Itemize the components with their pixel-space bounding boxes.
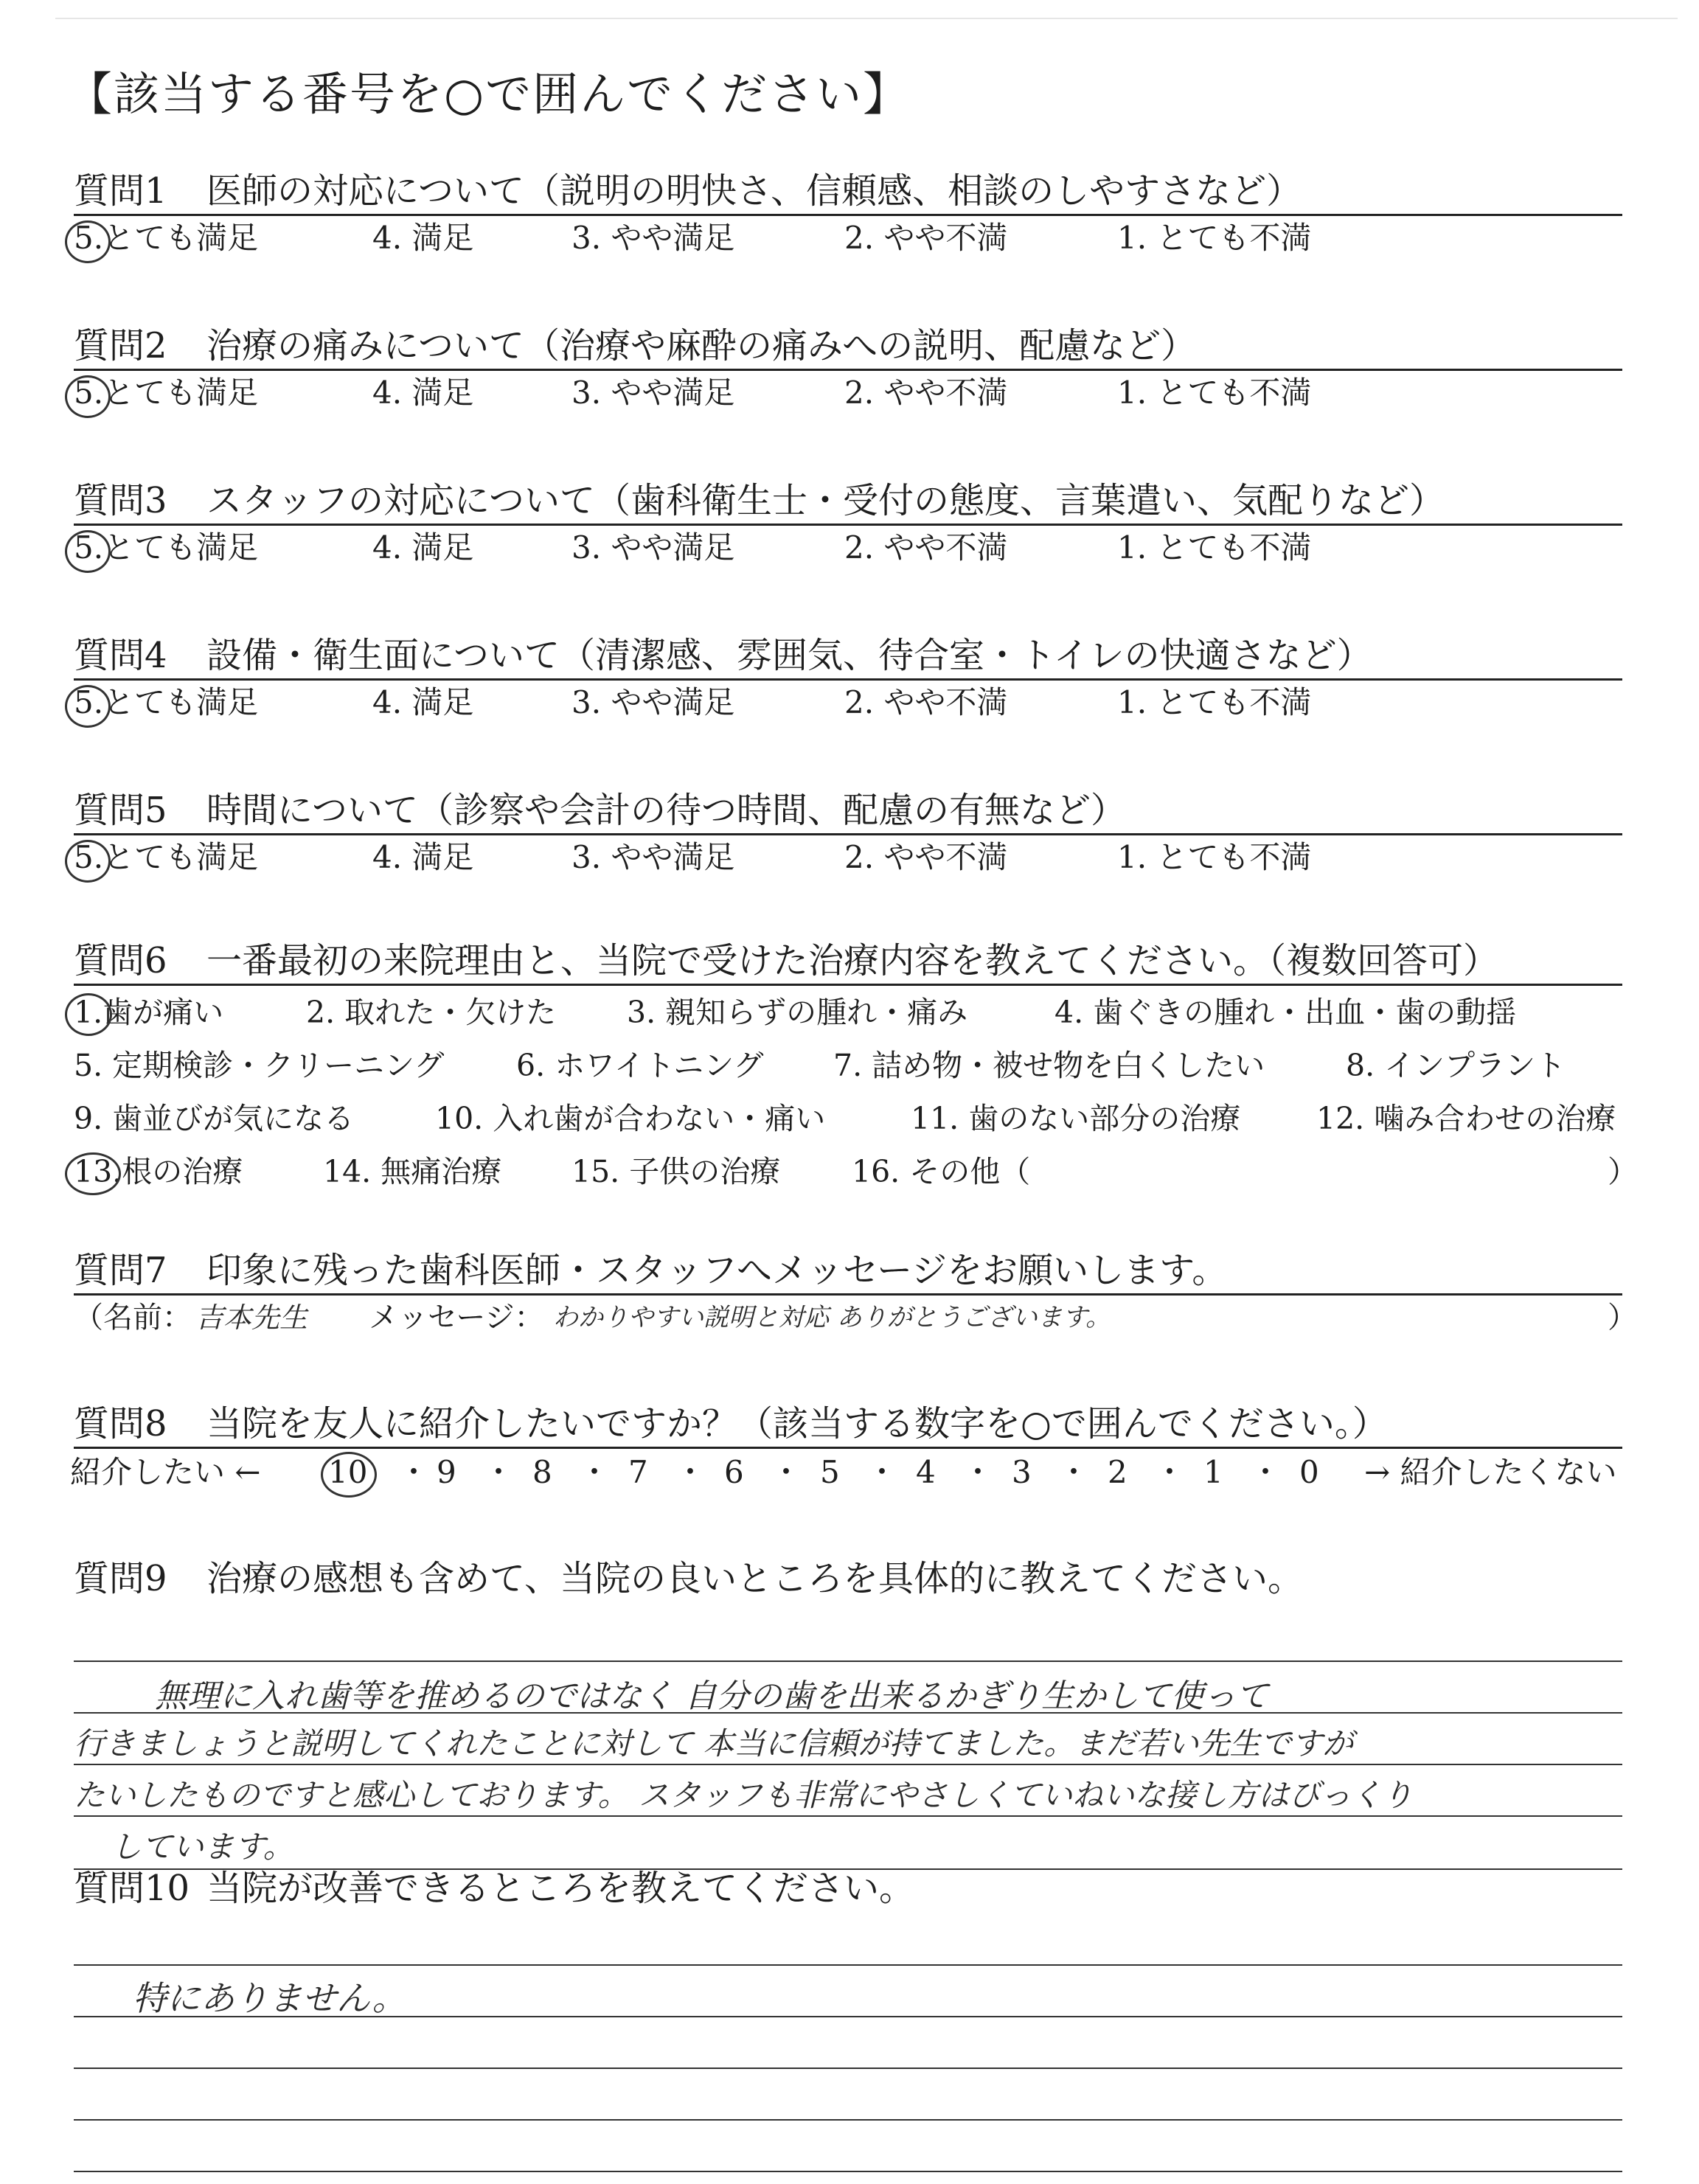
- question-text: 一番最初の来院理由と、当院で受けた治療内容を教えてください。（複数回答可）: [206, 940, 1499, 981]
- question-text: 医師の対応について（説明の明快さ、信頼感、相談のしやすさなど）: [206, 170, 1302, 212]
- option-10[interactable]: 10. 入れ歯が合わない・痛い: [435, 1101, 826, 1136]
- scale-dot: ・: [675, 1454, 706, 1490]
- scale-dot: ・: [1058, 1454, 1090, 1490]
- question-10: [74, 1865, 1622, 2184]
- recommend-scale: [70, 1449, 1622, 1496]
- question-3: [74, 478, 1622, 570]
- option-5-selected[interactable]: 5.とても満足: [74, 371, 258, 415]
- page-title: 【該当する番号を○で囲んでください】: [66, 67, 911, 121]
- question-text: 時間について（診察や会計の待つ時間、配慮の有無など）: [206, 790, 1127, 831]
- option-4[interactable]: 4. 歯ぐきの腫れ・出血・歯の動揺: [1055, 995, 1517, 1030]
- option-4[interactable]: 4. 満足: [372, 529, 474, 566]
- reason-options: [74, 986, 1638, 1198]
- option-4[interactable]: 4. 満足: [372, 220, 474, 256]
- option-2[interactable]: 2. やや不満: [844, 375, 1008, 411]
- option-4[interactable]: 4. 満足: [372, 375, 474, 411]
- scale-left-label: 紹介したい ←: [70, 1454, 261, 1490]
- rating-options: [74, 526, 1622, 570]
- option-2[interactable]: 2. やや不満: [844, 839, 1008, 875]
- option-16-close-paren: ）: [1608, 1154, 1638, 1189]
- option-3[interactable]: 3. 親知らずの腫れ・痛み: [627, 995, 968, 1030]
- option-16[interactable]: 16. その他（: [852, 1154, 1031, 1189]
- scale-2[interactable]: 2: [1108, 1454, 1128, 1490]
- option-1[interactable]: 1. とても不満: [1117, 220, 1312, 256]
- answer-line-2: 行きましょうと説明してくれたことに対して 本当に信頼が持てました。まだ若い先生ですが: [74, 1725, 1354, 1762]
- question-number: 質問3: [74, 480, 167, 521]
- ruled-line: [74, 2119, 1622, 2121]
- answer-line-1: 特にありません。: [133, 1978, 406, 2018]
- question-text: 設備・衛生面について（清潔感、雰囲気、待合室・トイレの快適さなど）: [206, 635, 1372, 676]
- question-4: [74, 633, 1622, 725]
- question-text: 治療の痛みについて（治療や麻酔の痛みへの説明、配慮など）: [206, 325, 1197, 366]
- question-text: 印象に残った歯科医師・スタッフへメッセージをお願いします。: [206, 1250, 1228, 1291]
- answer-line-4: しています。: [111, 1829, 294, 1865]
- question-5: [74, 787, 1622, 880]
- scale-dot: ・: [1154, 1454, 1186, 1490]
- question-2: [74, 323, 1622, 415]
- scale-right-label: → 紹介したくない: [1364, 1454, 1617, 1490]
- ruled-line: [74, 1964, 1622, 1966]
- option-5[interactable]: 5. 定期検診・クリーニング: [74, 1048, 445, 1083]
- question-number: 質問4: [74, 635, 167, 676]
- scale-dot: ・: [962, 1454, 994, 1490]
- option-1-selected[interactable]: 1.歯が痛い: [74, 986, 223, 1039]
- question-text: 当院が改善できるところを教えてください。: [206, 1868, 915, 1909]
- scale-0[interactable]: 0: [1299, 1454, 1319, 1490]
- scale-dot: ・: [771, 1454, 802, 1490]
- option-4[interactable]: 4. 満足: [372, 684, 474, 720]
- question-text: スタッフの対応について（歯科衛生士・受付の態度、言葉遣い、気配りなど）: [206, 480, 1445, 521]
- option-13-selected[interactable]: 13.根の治療: [74, 1145, 243, 1198]
- scale-4[interactable]: 4: [916, 1454, 936, 1490]
- option-1[interactable]: 1. とても不満: [1117, 529, 1312, 566]
- message-label: メッセージ：: [369, 1301, 544, 1335]
- scale-dot: ・: [483, 1454, 515, 1490]
- ruled-line: [74, 2068, 1622, 2069]
- question-text: 当院を友人に紹介したいですか？（該当する数字を○で囲んでください。）: [206, 1403, 1388, 1444]
- scale-7[interactable]: 7: [628, 1454, 648, 1490]
- question-number: 質問9: [74, 1558, 167, 1599]
- question-7: [74, 1248, 1637, 1340]
- name-value[interactable]: 吉本先生: [195, 1301, 308, 1334]
- question-number: 質問5: [74, 790, 167, 831]
- option-2[interactable]: 2. やや不満: [844, 684, 1008, 720]
- option-2[interactable]: 2. やや不満: [844, 220, 1008, 256]
- option-2[interactable]: 2. 取れた・欠けた: [306, 995, 557, 1030]
- option-5-selected[interactable]: 5.とても満足: [74, 681, 258, 725]
- option-6[interactable]: 6. ホワイトニング: [516, 1048, 764, 1083]
- scale-3[interactable]: 3: [1012, 1454, 1032, 1490]
- question-6: [74, 938, 1638, 1198]
- question-number: 質問1: [74, 170, 167, 212]
- rating-options: [74, 681, 1622, 725]
- message-value[interactable]: わかりやすい説明と対応 ありがとうございます。: [553, 1303, 1111, 1332]
- option-5-selected[interactable]: 5.とても満足: [74, 835, 258, 880]
- option-3[interactable]: 3. やや満足: [571, 529, 735, 566]
- scale-dot: ・: [1250, 1454, 1282, 1490]
- question-number: 質問7: [74, 1250, 167, 1291]
- option-5-selected[interactable]: 5.とても満足: [74, 216, 258, 260]
- name-label: （名前：: [74, 1301, 192, 1335]
- option-14[interactable]: 14. 無痛治療: [323, 1154, 502, 1189]
- scale-dot: ・: [398, 1454, 430, 1490]
- ruled-line: [74, 1815, 1622, 1817]
- option-4[interactable]: 4. 満足: [372, 839, 474, 875]
- option-3[interactable]: 3. やや満足: [571, 220, 735, 256]
- scale-8[interactable]: 8: [532, 1454, 552, 1490]
- option-3[interactable]: 3. やや満足: [571, 684, 735, 720]
- scale-1[interactable]: 1: [1203, 1454, 1223, 1490]
- scale-10-selected[interactable]: 10: [328, 1449, 367, 1496]
- option-7[interactable]: 7. 詰め物・被せ物を白くしたい: [833, 1048, 1265, 1083]
- scale-dot: ・: [579, 1454, 611, 1490]
- ruled-line: [74, 1764, 1622, 1765]
- option-1[interactable]: 1. とても不満: [1117, 375, 1312, 411]
- question-8: [70, 1401, 1622, 1496]
- answer-area[interactable]: [74, 1602, 1622, 1882]
- option-5-selected[interactable]: 5.とても満足: [74, 526, 258, 570]
- top-border: [55, 18, 1678, 19]
- option-9[interactable]: 9. 歯並びが気になる: [74, 1101, 355, 1136]
- question-number: 質問10: [74, 1868, 190, 1909]
- question-text: 治療の感想も含めて、当院の良いところを具体的に教えてください。: [206, 1558, 1304, 1599]
- question-number: 質問6: [74, 940, 167, 981]
- scale-dot: ・: [866, 1454, 898, 1490]
- option-2[interactable]: 2. やや不満: [844, 529, 1008, 566]
- answer-area[interactable]: [74, 1911, 1622, 2184]
- scale-6[interactable]: 6: [724, 1454, 744, 1490]
- rating-options: [74, 371, 1622, 415]
- answer-line-1: 無理に入れ歯等を推めるのではなく 自分の歯を出来るかぎり生かして使って: [155, 1677, 1268, 1715]
- option-1[interactable]: 1. とても不満: [1117, 839, 1312, 875]
- option-1[interactable]: 1. とても不満: [1117, 684, 1312, 720]
- option-12[interactable]: 12. 噛み合わせの治療: [1316, 1101, 1616, 1136]
- question-9: [74, 1556, 1622, 1882]
- option-3[interactable]: 3. やや満足: [571, 839, 735, 875]
- scale-5[interactable]: 5: [820, 1454, 840, 1490]
- close-paren: ）: [1608, 1301, 1637, 1335]
- rating-options: [74, 835, 1622, 880]
- message-line: [74, 1296, 1637, 1340]
- ruled-line: [74, 2171, 1622, 2172]
- option-3[interactable]: 3. やや満足: [571, 375, 735, 411]
- rating-options: [74, 216, 1622, 260]
- option-11[interactable]: 11. 歯のない部分の治療: [911, 1101, 1241, 1136]
- answer-line-3: たいしたものですと感心しております。 スタッフも非常にやさしくていねいな接し方はびっくり: [74, 1777, 1413, 1813]
- ruled-line: [74, 1660, 1622, 1662]
- question-number: 質問2: [74, 325, 167, 366]
- scale-9[interactable]: 9: [437, 1454, 456, 1490]
- option-15[interactable]: 15. 子供の治療: [571, 1154, 781, 1189]
- question-number: 質問8: [74, 1403, 167, 1444]
- option-8[interactable]: 8. インプラント: [1346, 1048, 1566, 1083]
- question-1: [74, 168, 1622, 260]
